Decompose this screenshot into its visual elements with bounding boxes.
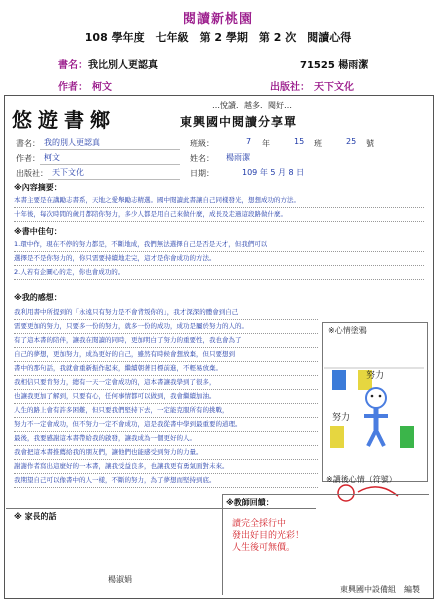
divider [40,149,180,150]
doodle-drawing [324,338,424,470]
feeling-line: 人生的路上會有許多困難，但只要我們堅持下去，一定能克服所有的挑戰， [14,404,318,418]
feeling-heading: ※我的感想： [14,293,62,302]
quote-block [14,238,424,280]
divider [48,179,180,180]
parent-heading: ※ 家長的話 [14,512,57,521]
green-cloth [400,426,414,448]
feeling-line: 有了這本書的陪伴，讓我在閱讀的同時，更加明白了努力的重要性，我也會為了 [14,334,318,348]
page-subtitle: 108 學年度 七年級 第 2 學期 第 2 次 閱讀心得 [84,31,352,44]
class-unit: 班 [314,139,322,148]
sheet-author-label: 作者： [16,154,40,163]
summary-heading: ※內容摘要： [14,183,62,192]
teacher-heading: ※教師回饋： [226,498,274,507]
sheet-tagline: …悅讀．越多．閱好… [212,101,292,110]
footer-credit: 東興國中設備組 編製 [340,585,420,594]
grade-value: 7 [246,137,252,146]
date-value: 109 年 5 月 8 日 [242,168,305,177]
teacher-comment-line: 讀完全採行中 [232,519,287,529]
feeling-line: 謝謝作者寫出這麼好的一本書，讓我受益良多，也讓我更有勇氣面對未來。 [14,460,318,474]
doodle-word-right: 努力 [366,371,385,381]
seat-unit: 號 [366,139,374,148]
seat-value: 25 [346,137,357,146]
feeling-line: 最後，我要感謝這本書帶給我的啟發，讓我成為一個更好的人。 [14,432,318,446]
publisher-value: 天下文化 [314,82,354,93]
summary-line: 十年後，每次時間的歲月都陪你努力，多少人都是用自己來做什麼，成長及走過這段路做什麼。 [14,208,424,222]
sheet-book-value: 我的別人更認真 [44,138,100,147]
mood-title: ※心情塗鴉 [328,326,367,335]
summary-block [14,194,424,222]
teacher-comment-line: 人生後可無價。 [232,543,296,553]
quote-line: 2.人若有企圖心的走，你也會成功的。 [14,266,424,280]
divider [40,164,180,165]
yellow-cloth [330,426,344,448]
teacher-comment [232,518,304,554]
book-label: 書名： [58,60,88,71]
quote-line: 1.環中作，現在不停的努力都是，不斷地成，我們無法選擇自己是否是天才，但我們可以 [14,238,424,252]
feeling-line: 書中的那句話，我就會重新振作起來，繼續朝著目標前進，不輕易放棄。 [14,362,318,376]
page-title: 閱讀新桃園 [182,12,253,27]
doodle-word-left: 努力 [332,413,351,423]
sheet-publisher-label: 出版社： [16,169,48,178]
book-title: 我比別人更認真 [88,60,158,71]
sheet-logo: 悠遊書鄉 [12,108,116,132]
feeling-line: 自己的夢想，更加努力，成為更好的自己，雖然有時候會想放棄，但只要想到 [14,348,318,362]
date-label: 日期： [190,169,214,178]
teacher-comment-line: 發出好目的光彩！ [232,531,305,541]
figure-head [366,388,386,408]
parent-signature: 楊淑娟 [108,575,132,584]
sheet-author-value: 柯文 [44,153,60,162]
feeling-line: 我利用書中所提到的「永遠只有努力是不會背叛你的」，我才深深的體會到自己 [14,306,318,320]
blue-cloth [332,370,346,390]
author-label: 作者： [58,82,88,93]
quote-line: 選擇是不是你努力的，你只需要持續地走完，這才是你會成功的方法。 [14,252,424,266]
publisher-label: 出版社： [270,82,310,93]
feeling-line: 我期望自己可以像書中的人一樣，不斷的努力，為了夢想而堅持到底。 [14,474,318,488]
summary-line: 本書主要是在講勵志書系，天地之愛舉勵志精選。國中閱讀此書讓自己同樣發光，想想成功的方法。 [14,194,424,208]
class-value: 15 [294,137,305,146]
student-label: 姓名： [190,154,214,163]
feeling-line: 我相信只要肯努力，總有一天一定會成功的，這本書讓我學到了很多， [14,376,318,390]
sheet-publisher-value: 天下文化 [52,168,84,177]
feeling-line: 努力不一定會成功，但不努力一定不會成功，這是我從書中學到最重要的道理。 [14,418,318,432]
student-code: 71525 楊雨潔 [300,60,369,71]
feeling-line: 我會把這本書推薦給我的朋友們，讓他們也能感受到努力的力量。 [14,446,318,460]
feeling-line: 需要更加的努力，只要多一份的努力，就多一份的成功，成功是屬於努力的人的。 [14,320,318,334]
author-value: 柯文 [92,82,112,93]
sheet-form-name: 東興國中閱讀分享單 [180,115,298,129]
feeling-line: 也讓我更加了解到，只要有心，任何事情都可以做到，我會繼續加油。 [14,390,318,404]
sheet-book-label: 書名： [16,139,40,148]
class-label: 班級： [190,139,214,148]
after-reading-title: ※讀後心情（符號） [326,475,397,484]
feeling-block [14,306,318,488]
quote-heading: ※書中佳句： [14,227,62,236]
grade-unit: 年 [262,139,270,148]
student-value: 楊雨潔 [226,153,250,162]
